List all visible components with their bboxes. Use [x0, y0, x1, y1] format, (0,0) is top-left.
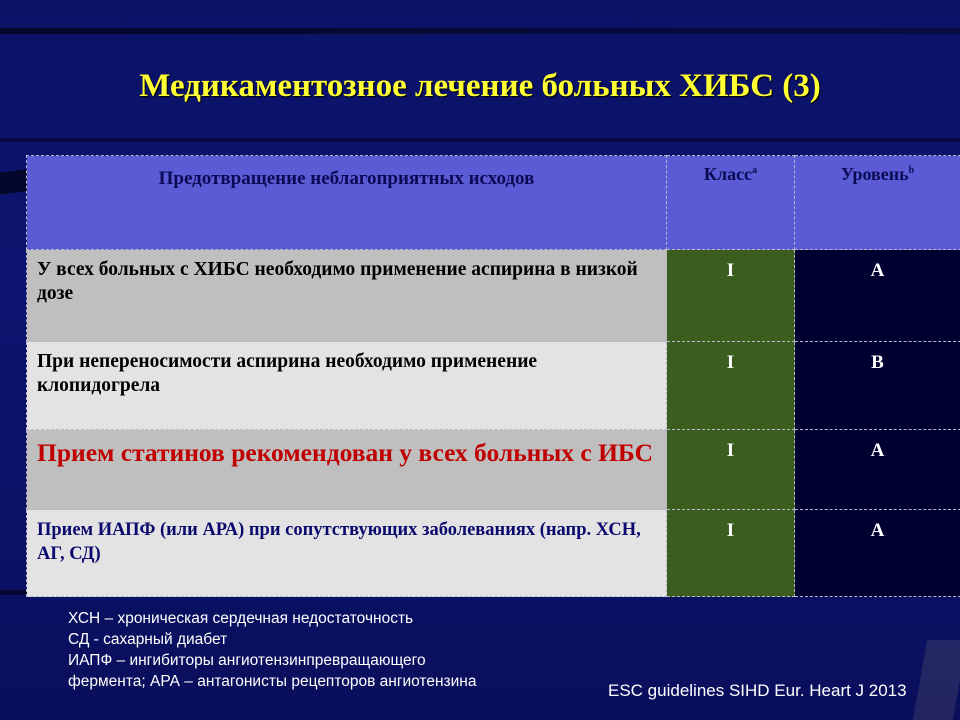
note-line: фермента; АРА – антагонисты рецепторов ангиотензина — [68, 673, 477, 690]
decor-stripe — [0, 28, 960, 34]
recommendations-table — [26, 155, 960, 597]
slide-title: Медикаментозное лечение больных ХИБС (3) — [139, 68, 821, 104]
row-class: I — [667, 510, 795, 597]
header-level: Уровень$^b$ — [795, 156, 960, 250]
abbreviation-notes — [68, 608, 476, 692]
row-level: B — [795, 342, 960, 430]
note-line: ХСН – хроническая сердечная недостаточность — [68, 610, 414, 627]
row-level: A — [795, 250, 960, 342]
note-line: СД - сахарный диабет — [68, 631, 228, 648]
table-row — [27, 510, 960, 597]
row-class: I — [667, 342, 795, 430]
note-line: ИАПФ – ингибиторы ангиотензинпревращающего — [68, 652, 426, 669]
table-row — [27, 250, 960, 342]
table-row — [27, 342, 960, 430]
row-text: У всех больных с ХИБС необходимо применение аспирина в низкой дозе — [27, 250, 667, 342]
row-level: A — [795, 430, 960, 510]
row-class: I — [667, 250, 795, 342]
row-class: I — [667, 430, 795, 510]
decor-stripe — [0, 138, 960, 142]
header-outcomes: Предотвращение неблагоприятных исходов — [27, 156, 667, 250]
header-class: Класс$^a$ — [667, 156, 795, 250]
table-header-row — [27, 156, 960, 250]
row-text: При непереносимости аспирина необходимо применение клопидогрела — [27, 342, 667, 430]
row-level: A — [795, 510, 960, 597]
source-citation: ESC guidelines SIHD Eur. Heart J 2013 — [608, 681, 907, 700]
row-text: Прием статинов рекомендован у всех больных с ИБС — [27, 430, 667, 510]
table-row — [27, 430, 960, 510]
row-text: Прием ИАПФ (или АРА) при сопутствующих заболеваниях (напр. ХСН, АГ, СД) — [27, 510, 667, 597]
